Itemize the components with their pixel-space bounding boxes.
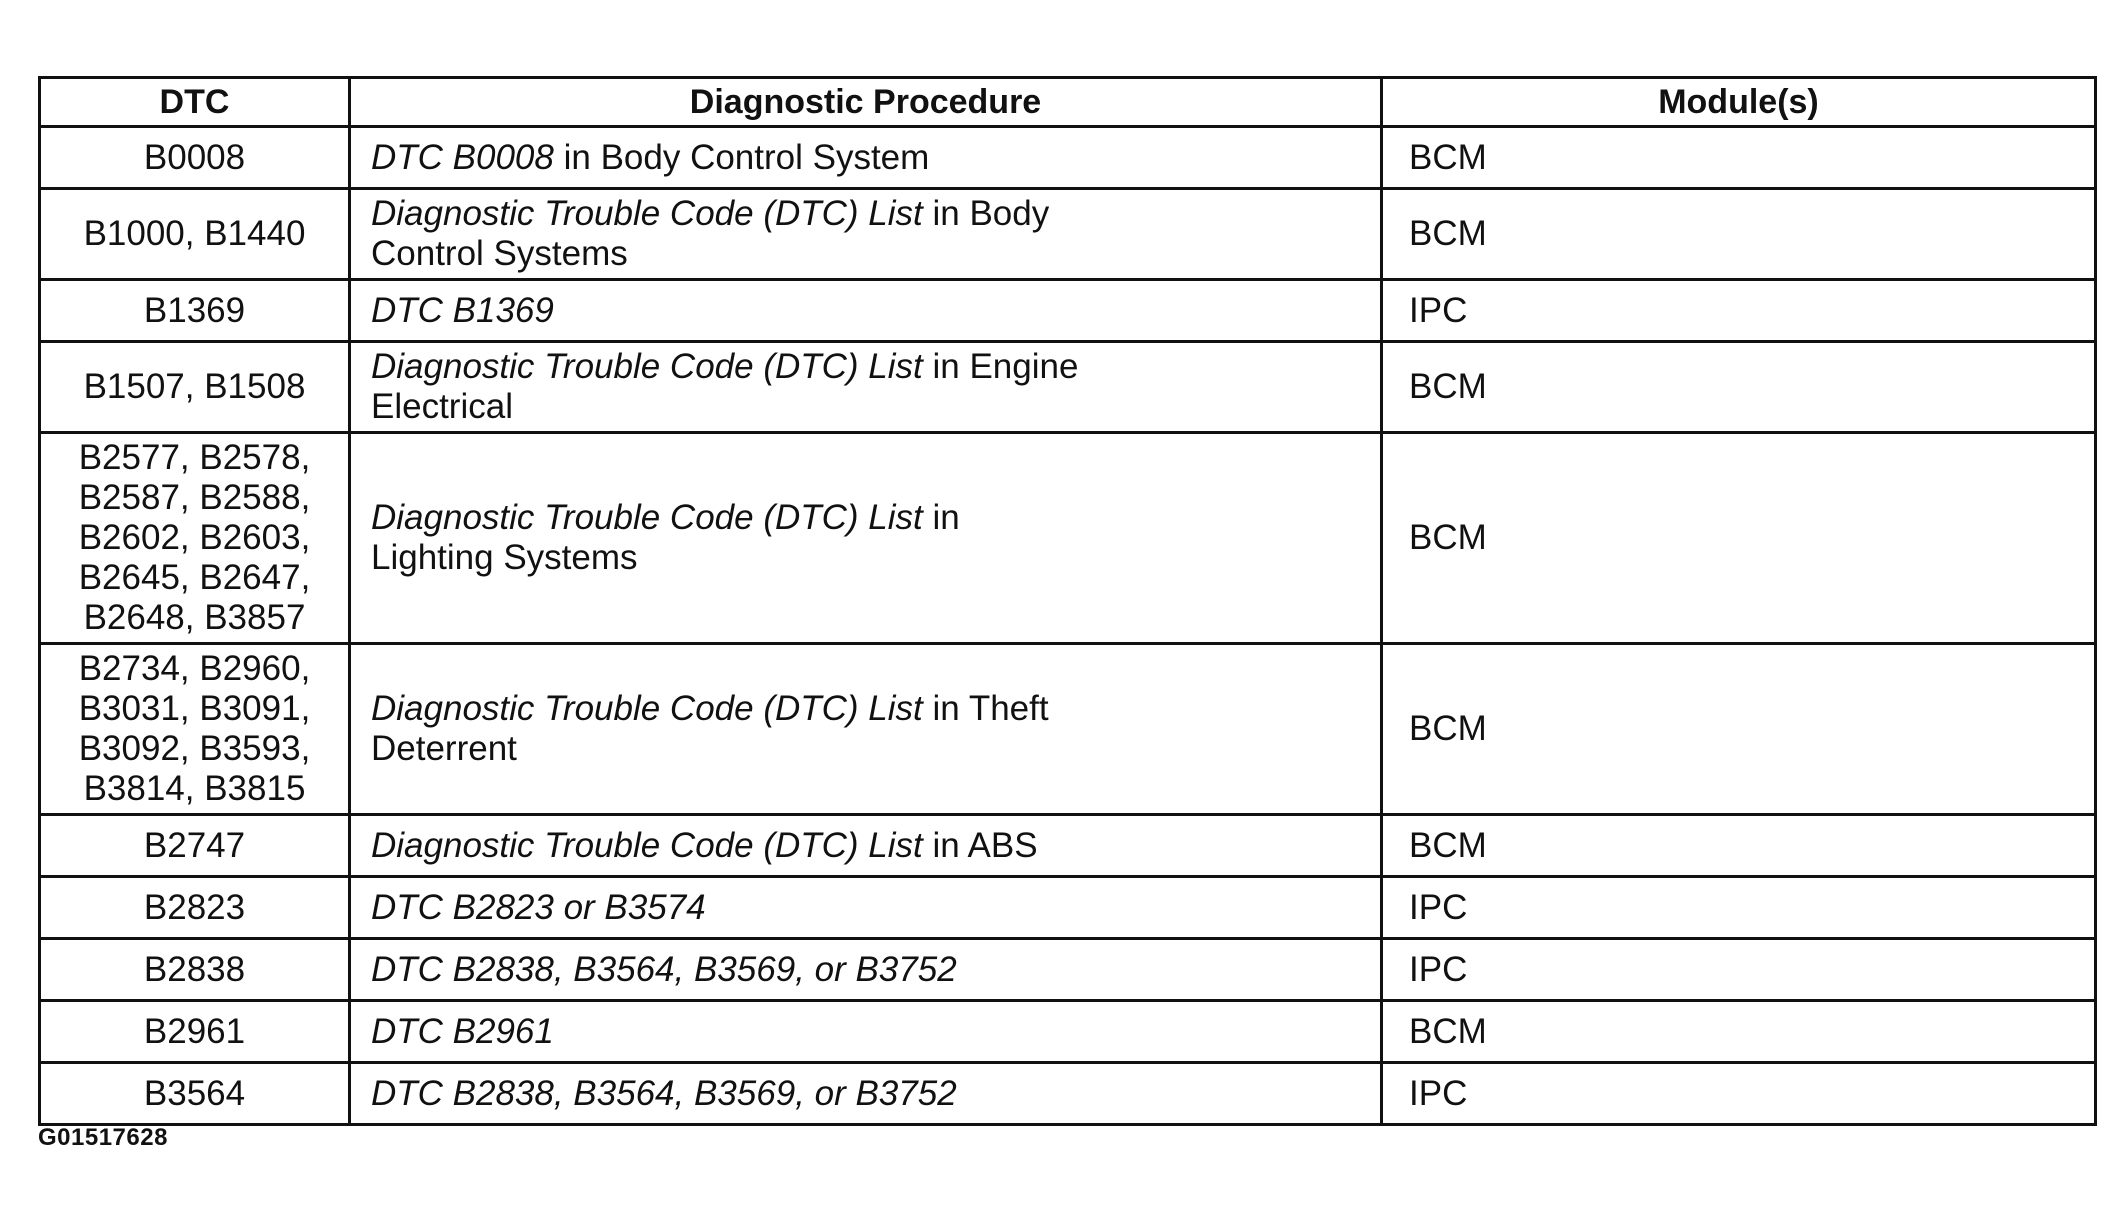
procedure-text: in Theft <box>922 689 1049 728</box>
module-cell: BCM <box>1382 189 2096 280</box>
procedure-reference: DTC B2961 <box>371 1011 554 1051</box>
dtc-code: B2587, B2588, <box>78 478 311 517</box>
dtc-code: B0008 <box>143 137 246 177</box>
dtc-code: B2747 <box>143 825 246 865</box>
module-cell: BCM <box>1382 342 2096 433</box>
procedure-text: in Body <box>922 194 1050 233</box>
table-row <box>40 342 2096 433</box>
procedure-text: in ABS <box>922 825 1038 865</box>
table-row <box>40 1001 2096 1063</box>
procedure-text: in Body Control System <box>553 137 930 177</box>
dtc-cell <box>40 939 350 1001</box>
diagnostic-procedure-cell <box>350 1001 1382 1063</box>
table-row <box>40 189 2096 280</box>
diagnostic-procedure-cell <box>350 815 1382 877</box>
module-cell: BCM <box>1382 127 2096 189</box>
table-row <box>40 815 2096 877</box>
header-modules: Module(s) <box>1382 78 2096 127</box>
table-row <box>40 939 2096 1001</box>
table-row <box>40 1063 2096 1125</box>
procedure-text: in <box>922 498 960 537</box>
dtc-code: B2838 <box>143 949 246 989</box>
dtc-code: B2648, B3857 <box>83 598 306 637</box>
table-row <box>40 877 2096 939</box>
dtc-cell <box>40 189 350 280</box>
module-cell: BCM <box>1382 815 2096 877</box>
diagnostic-procedure-cell <box>350 939 1382 1001</box>
header-dtc: DTC <box>40 78 350 127</box>
procedure-reference: DTC B2838, B3564, B3569, or B3752 <box>371 949 957 989</box>
table-body <box>40 127 2096 1125</box>
dtc-table <box>38 76 2097 1126</box>
procedure-reference: Diagnostic Trouble Code (DTC) List <box>371 347 923 386</box>
procedure-reference: DTC B2823 or B3574 <box>371 887 706 927</box>
dtc-cell <box>40 433 350 644</box>
module-cell: BCM <box>1382 644 2096 815</box>
dtc-cell <box>40 1063 350 1125</box>
table-header-row <box>40 78 2096 127</box>
dtc-cell <box>40 127 350 189</box>
dtc-code: B3564 <box>143 1073 246 1113</box>
diagnostic-procedure-cell <box>350 644 1382 815</box>
dtc-cell <box>40 342 350 433</box>
procedure-text: in Engine <box>922 347 1079 386</box>
table-row <box>40 644 2096 815</box>
module-cell: IPC <box>1382 280 2096 342</box>
diagnostic-procedure-cell <box>350 189 1382 280</box>
dtc-code: B1507, B1508 <box>83 367 306 406</box>
table-row <box>40 433 2096 644</box>
module-cell: IPC <box>1382 1063 2096 1125</box>
diagnostic-procedure-cell <box>350 127 1382 189</box>
dtc-code: B2823 <box>143 887 246 927</box>
table-row <box>40 280 2096 342</box>
header-diagnostic-procedure: Diagnostic Procedure <box>350 78 1382 127</box>
diagnostic-procedure-cell <box>350 1063 1382 1125</box>
dtc-cell <box>40 280 350 342</box>
module-cell: IPC <box>1382 877 2096 939</box>
procedure-reference: Diagnostic Trouble Code (DTC) List <box>371 194 923 233</box>
procedure-text: Lighting Systems <box>371 538 638 577</box>
table-row <box>40 127 2096 189</box>
dtc-cell <box>40 1001 350 1063</box>
procedure-reference: DTC B2838, B3564, B3569, or B3752 <box>371 1073 957 1113</box>
dtc-code: B2577, B2578, <box>78 438 311 477</box>
procedure-reference: DTC B1369 <box>371 290 554 330</box>
dtc-code: B1000, B1440 <box>83 214 306 253</box>
module-cell: IPC <box>1382 939 2096 1001</box>
procedure-text: Control Systems <box>371 234 628 273</box>
diagnostic-procedure-cell <box>350 280 1382 342</box>
procedure-reference: DTC B0008 <box>371 137 554 177</box>
module-cell: BCM <box>1382 1001 2096 1063</box>
procedure-text: Electrical <box>371 387 513 426</box>
procedure-reference: Diagnostic Trouble Code (DTC) List <box>371 498 923 537</box>
dtc-code: B2645, B2647, <box>78 558 311 597</box>
dtc-cell <box>40 877 350 939</box>
dtc-cell <box>40 815 350 877</box>
diagnostic-procedure-cell <box>350 342 1382 433</box>
procedure-reference: Diagnostic Trouble Code (DTC) List <box>371 825 923 865</box>
procedure-text: Deterrent <box>371 729 517 768</box>
dtc-code: B2602, B2603, <box>78 518 311 557</box>
dtc-code: B2961 <box>143 1011 246 1051</box>
diagnostic-procedure-cell <box>350 433 1382 644</box>
module-cell: BCM <box>1382 433 2096 644</box>
procedure-reference: Diagnostic Trouble Code (DTC) List <box>371 689 923 728</box>
dtc-cell <box>40 644 350 815</box>
figure-id: G01517628 <box>38 1124 168 1151</box>
dtc-code: B2734, B2960, <box>78 649 311 688</box>
dtc-code: B3031, B3091, <box>78 689 311 728</box>
dtc-code: B3814, B3815 <box>83 769 306 808</box>
dtc-code: B3092, B3593, <box>78 729 311 768</box>
diagnostic-procedure-cell <box>350 877 1382 939</box>
dtc-code: B1369 <box>143 290 246 330</box>
